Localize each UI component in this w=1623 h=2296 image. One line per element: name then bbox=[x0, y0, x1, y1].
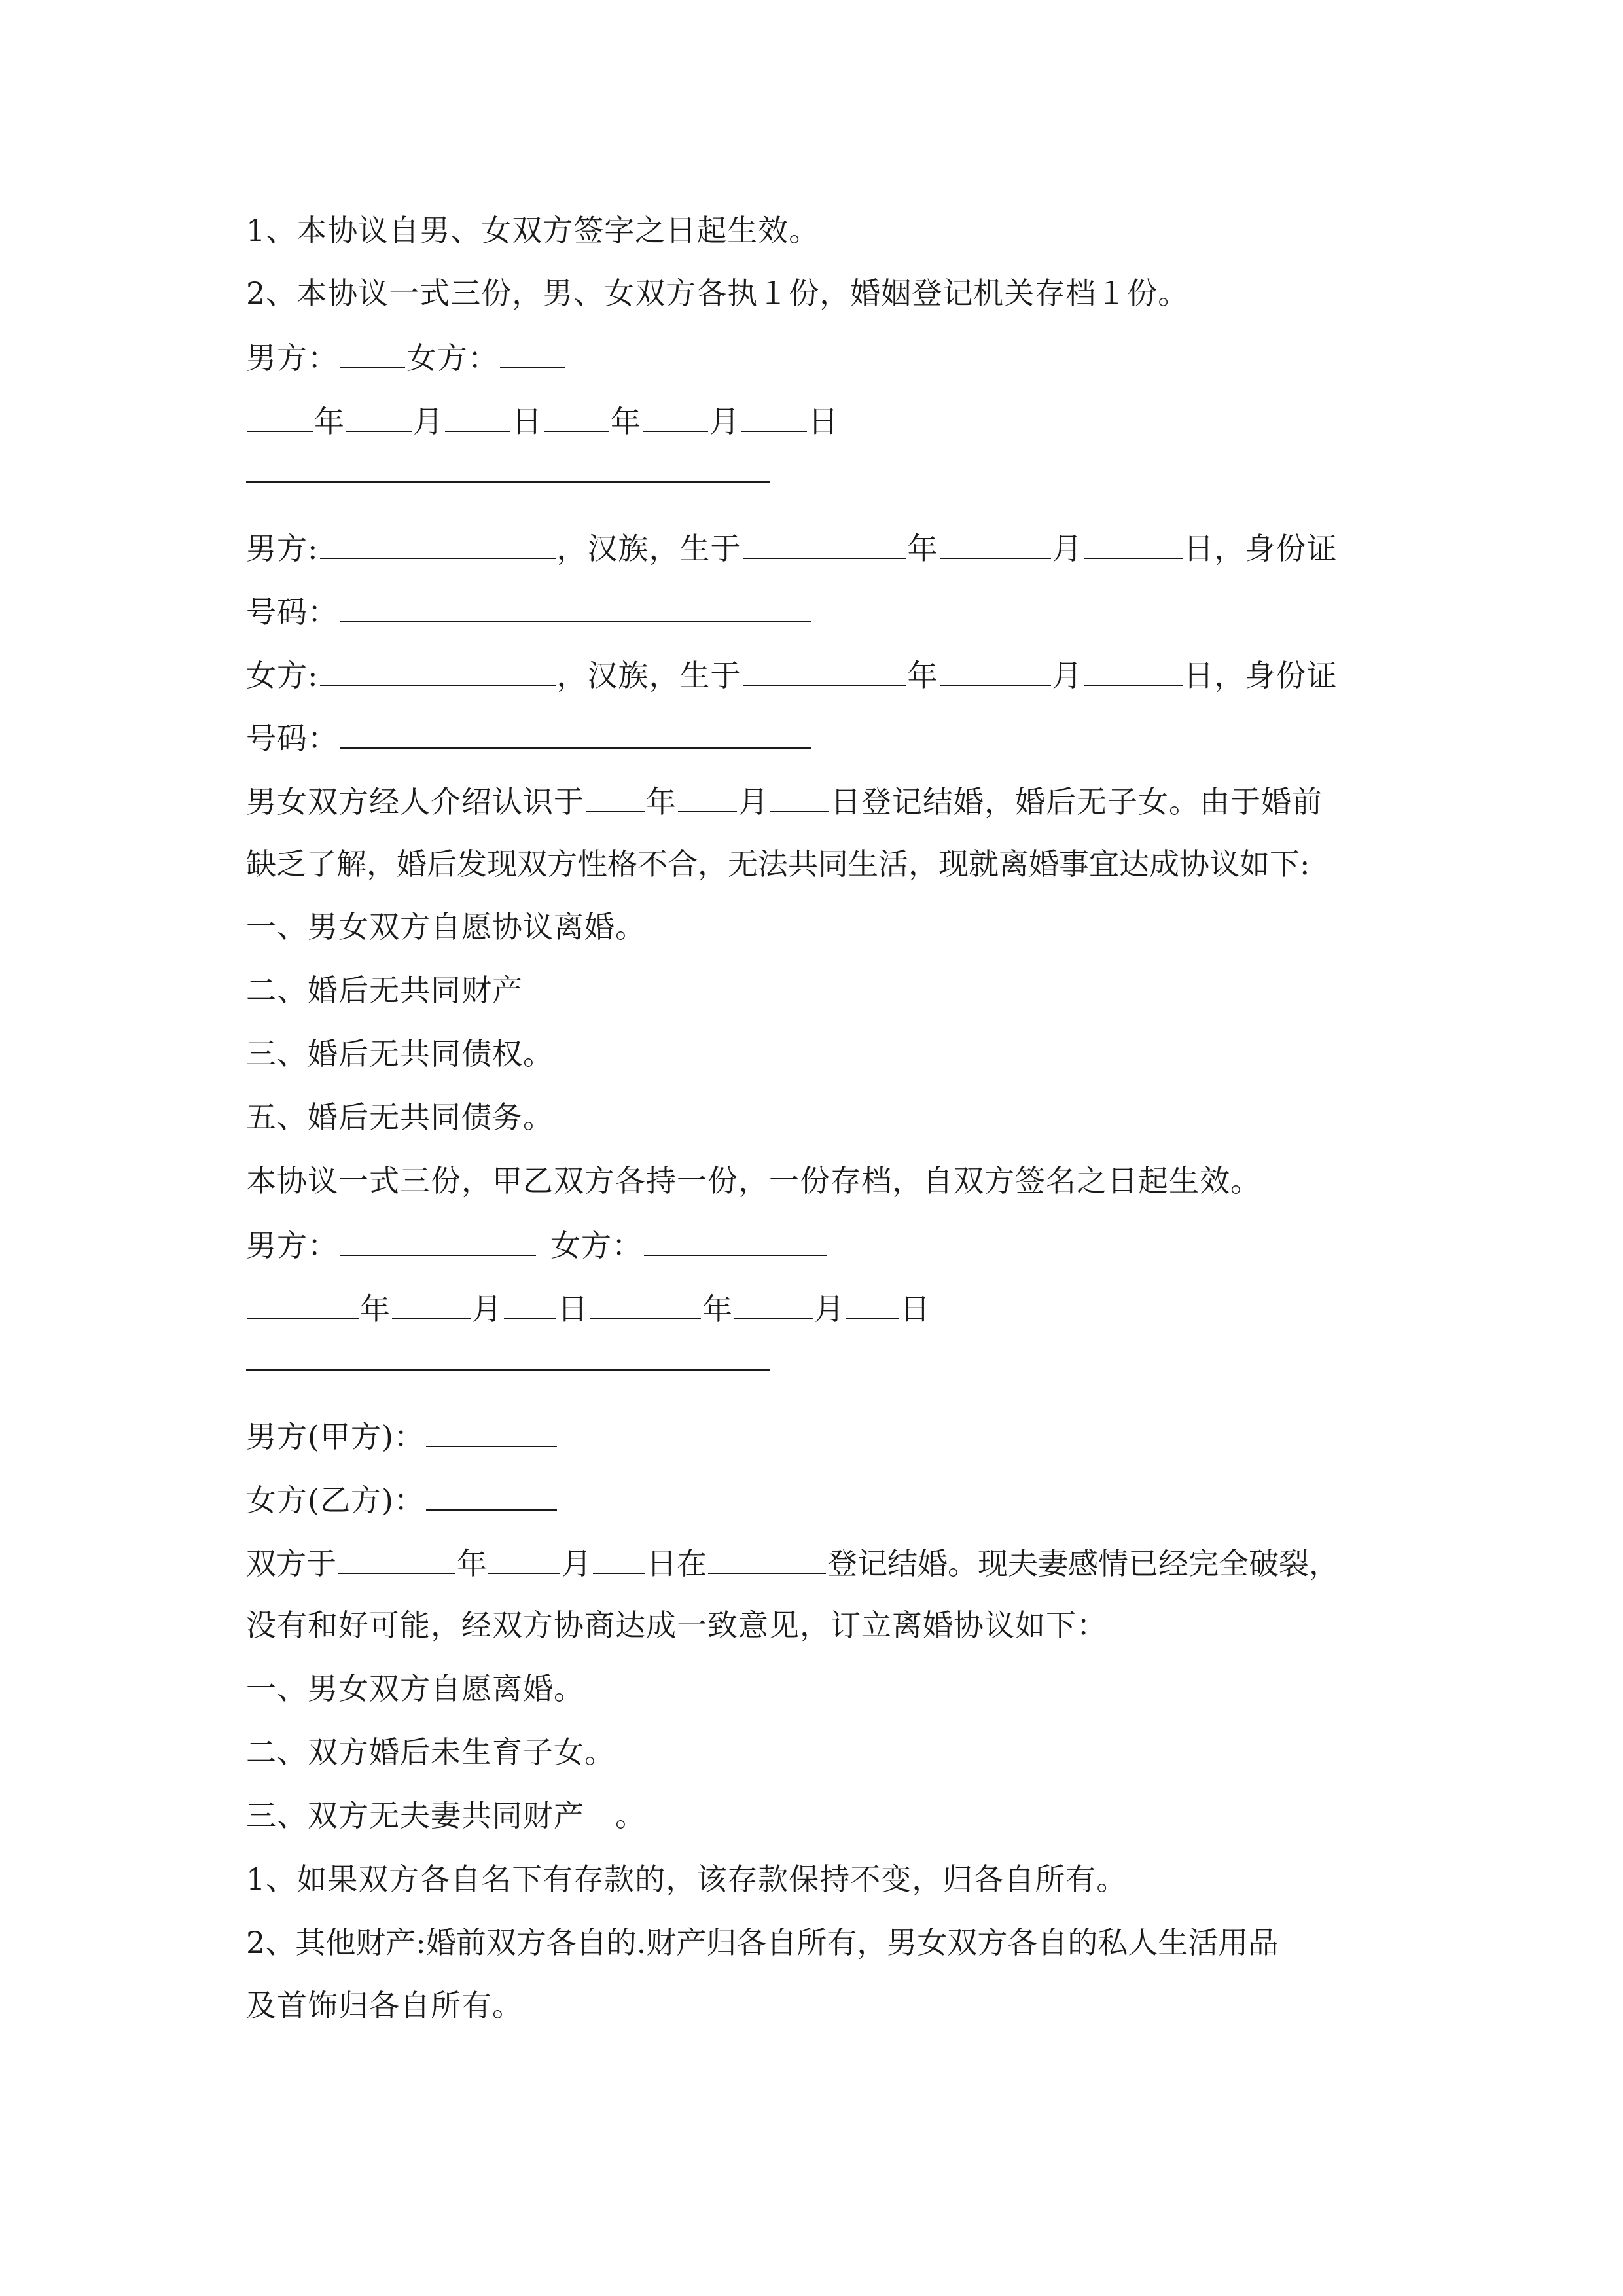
male-signature-blank[interactable] bbox=[340, 337, 405, 368]
party-a-blank[interactable] bbox=[426, 1416, 557, 1447]
date-line: 年 月 日 年 月 日 bbox=[246, 401, 839, 440]
registry-place-blank[interactable] bbox=[708, 1543, 826, 1574]
month-blank[interactable] bbox=[392, 1288, 471, 1319]
party-b-blank[interactable] bbox=[426, 1479, 557, 1511]
month-blank[interactable] bbox=[643, 401, 708, 432]
female-id-line: 号码： bbox=[246, 717, 812, 757]
party-a-line: 男方(甲方)： bbox=[246, 1416, 558, 1455]
signature-line: 男方： 女方： bbox=[246, 1225, 829, 1264]
birth-year-blank[interactable] bbox=[743, 528, 906, 559]
male-signature-blank[interactable] bbox=[340, 1225, 536, 1256]
marriage-intro-line-1: 双方于 年 月 日在 登记结婚。现夫妻感情已经完全破裂， bbox=[246, 1543, 1339, 1582]
year-blank[interactable] bbox=[544, 401, 609, 432]
agreement-item: 二、婚后无共同财产 bbox=[246, 973, 523, 1008]
female-signature-blank[interactable] bbox=[500, 337, 565, 368]
closing-clause: 本协议一式三份，甲乙双方各持一份，一份存档，自双方签名之日起生效。 bbox=[246, 1163, 1261, 1198]
party-b-line: 女方(乙方)： bbox=[246, 1479, 558, 1518]
agreement-item: 三、婚后无共同债权。 bbox=[246, 1036, 554, 1071]
day-blank[interactable] bbox=[846, 1288, 899, 1319]
clause-copies: 2、本协议一式三份，男、女双方各执１份，婚姻登记机关存档１份。 bbox=[246, 276, 1189, 311]
year-blank[interactable] bbox=[590, 1288, 701, 1319]
day-blank[interactable] bbox=[593, 1543, 645, 1574]
agreement-item: 五、婚后无共同债务。 bbox=[246, 1100, 554, 1135]
day-blank[interactable] bbox=[741, 401, 807, 432]
female-name-blank[interactable] bbox=[320, 655, 556, 686]
property-clause: 2、其他财产:婚前双方各自的.财产归各自所有，男女双方各自的私人生活用品 bbox=[246, 1925, 1279, 1960]
intro-line-2: 缺乏了解，婚后发现双方性格不合，无法共同生活，现就离婚事宜达成协议如下: bbox=[246, 846, 1310, 882]
date-line: 年 月 日 年 月 日 bbox=[246, 1288, 931, 1327]
section-divider bbox=[246, 1369, 770, 1371]
clause-effective: 1、本协议自男、女双方签字之日起生效。 bbox=[246, 213, 820, 248]
year-blank[interactable] bbox=[247, 1288, 359, 1319]
agreement-item: 二、双方婚后未生育子女。 bbox=[246, 1734, 615, 1770]
year-blank[interactable] bbox=[586, 781, 645, 812]
female-id-blank[interactable] bbox=[340, 717, 811, 749]
agreement-item: 一、男女双方自愿协议离婚。 bbox=[246, 909, 646, 944]
marriage-intro-line-2: 没有和好可能，经双方协商达成一致意见，订立离婚协议如下： bbox=[246, 1607, 1107, 1643]
birth-year-blank[interactable] bbox=[743, 655, 906, 686]
female-signature-blank[interactable] bbox=[644, 1225, 827, 1256]
day-blank[interactable] bbox=[770, 781, 829, 812]
day-blank[interactable] bbox=[504, 1288, 556, 1319]
month-blank[interactable] bbox=[346, 401, 412, 432]
year-blank[interactable] bbox=[338, 1543, 455, 1574]
intro-line-1: 男女双方经人介绍认识于 年 月 日登记结婚，婚后无子女。由于婚前 bbox=[246, 781, 1323, 820]
female-info-line: 女方: ，汉族，生于 年 月 日，身份证 bbox=[246, 655, 1338, 694]
property-clause: 1、如果双方各自名下有存款的，该存款保持不变，归各自所有。 bbox=[246, 1861, 1128, 1897]
year-blank[interactable] bbox=[247, 401, 313, 432]
property-clause-continued: 及首饰归各自所有。 bbox=[246, 1988, 523, 2023]
month-blank[interactable] bbox=[488, 1543, 560, 1574]
agreement-item: 一、男女双方自愿离婚。 bbox=[246, 1671, 584, 1706]
birth-month-blank[interactable] bbox=[940, 655, 1051, 686]
section-divider bbox=[246, 481, 770, 483]
day-blank[interactable] bbox=[445, 401, 510, 432]
month-blank[interactable] bbox=[678, 781, 737, 812]
male-id-blank[interactable] bbox=[340, 591, 811, 622]
signature-line: 男方： 女方： bbox=[246, 337, 567, 376]
agreement-item: 三、双方无夫妻共同财产 。 bbox=[246, 1798, 646, 1833]
male-id-line: 号码： bbox=[246, 591, 812, 630]
male-info-line: 男方: ，汉族，生于 年 月 日，身份证 bbox=[246, 528, 1338, 567]
birth-day-blank[interactable] bbox=[1084, 528, 1183, 559]
birth-day-blank[interactable] bbox=[1084, 655, 1183, 686]
male-name-blank[interactable] bbox=[320, 528, 556, 559]
birth-month-blank[interactable] bbox=[940, 528, 1051, 559]
month-blank[interactable] bbox=[734, 1288, 813, 1319]
